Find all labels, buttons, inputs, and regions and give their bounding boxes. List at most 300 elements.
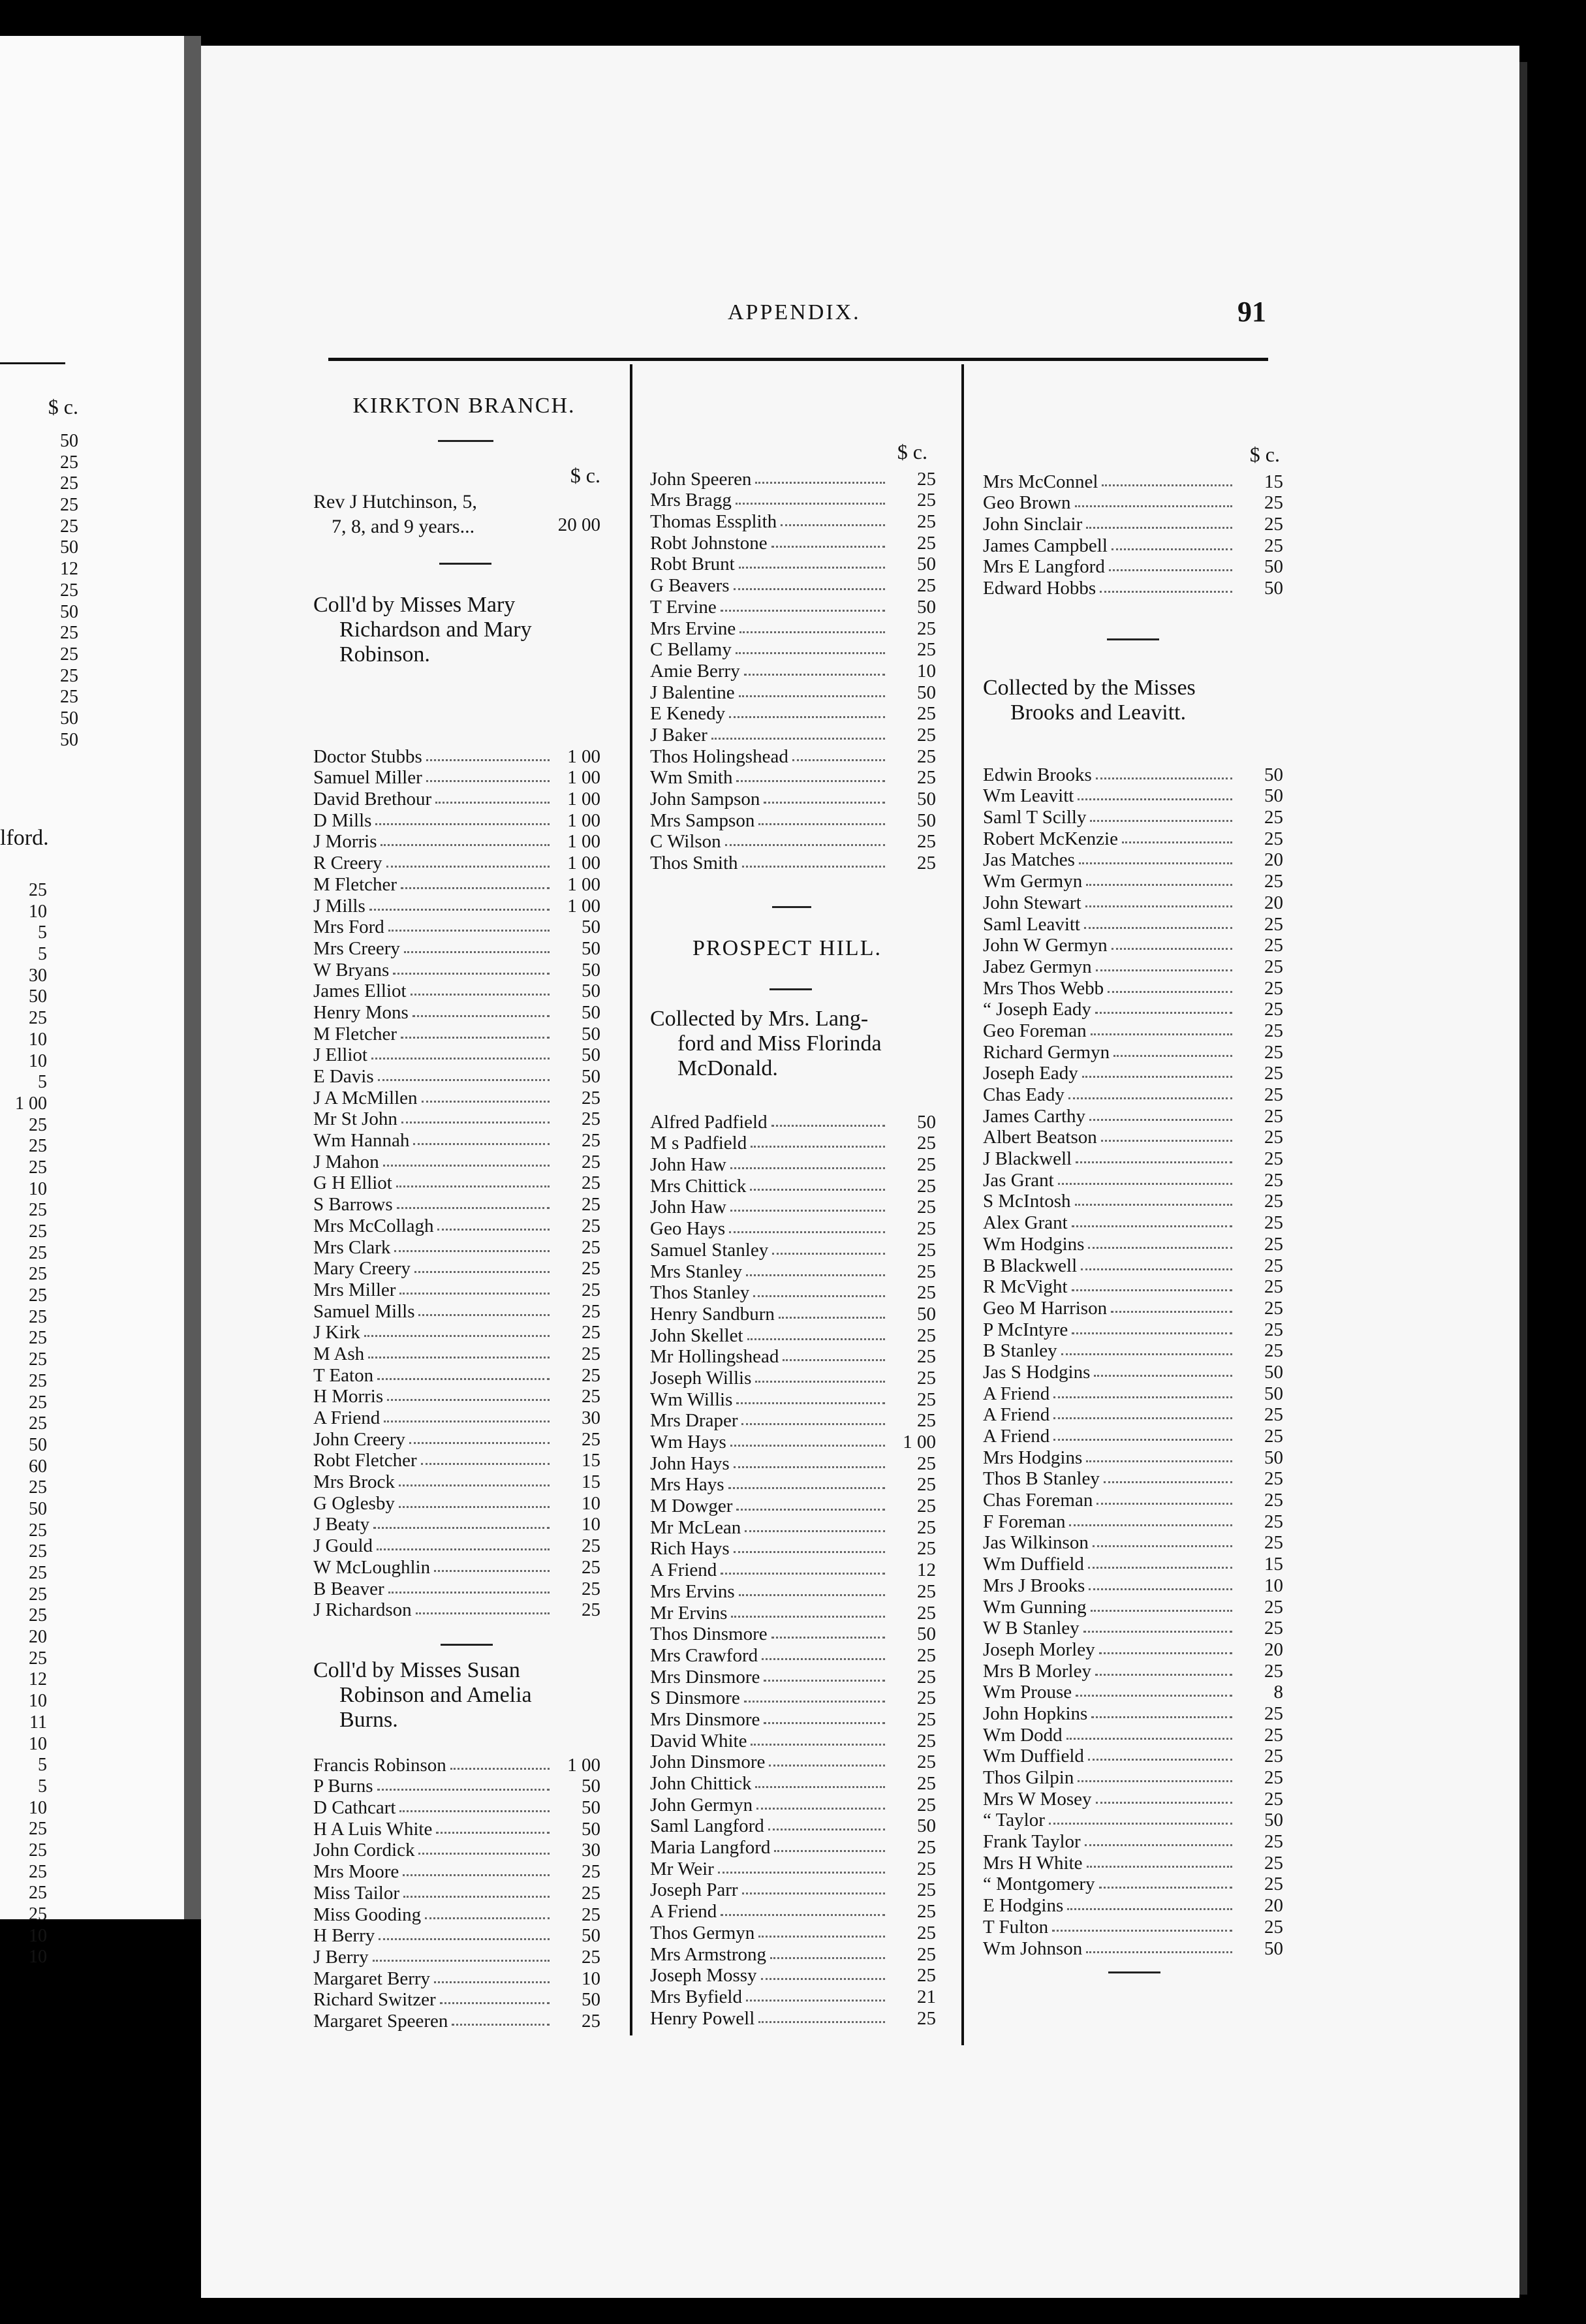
subscriber-row [313, 1044, 600, 1066]
subscriber-row [313, 917, 600, 938]
subscriber-row [313, 1258, 600, 1280]
subscriber-name: Robt Fletcher [313, 1450, 417, 1471]
leader-dots [1086, 884, 1232, 886]
subscriber-row [983, 1041, 1283, 1063]
subscriber-name: Mrs McConnel [983, 471, 1098, 492]
leader-dots [739, 567, 885, 569]
leader-dots [1112, 548, 1232, 550]
subscriber-amount: 1 00 [567, 1754, 600, 1776]
subscriber-row [983, 1468, 1283, 1490]
leader-dots [394, 1250, 550, 1252]
group1-heading-line1: Coll'd by Misses Mary [313, 593, 516, 617]
subscriber-name: Mrs H White [983, 1852, 1083, 1874]
previous-page-amount: 50 [60, 537, 78, 558]
subscriber-row [983, 1297, 1283, 1319]
subscriber-name: “ Joseph Eady [983, 999, 1091, 1020]
subscriber-amount: 25 [917, 618, 936, 639]
leader-dots [373, 1960, 550, 1962]
leader-dots [725, 844, 885, 846]
previous-page-amount: 25 [29, 1008, 47, 1029]
subscriber-row [650, 1133, 936, 1154]
subscriber-row [983, 913, 1283, 935]
subscriber-amount: 25 [917, 831, 936, 853]
subscriber-name: W B Stanley [983, 1618, 1080, 1639]
subscriber-amount: 25 [1264, 1148, 1283, 1170]
leader-dots [1091, 1033, 1232, 1035]
group2-heading-line3: Burns. [339, 1708, 398, 1732]
subscriber-row [983, 1532, 1283, 1554]
subscriber-name: Mrs W Mosey [983, 1788, 1092, 1810]
leader-dots [399, 1810, 550, 1812]
subscriber-row [650, 1602, 936, 1624]
subscriber-amount: 50 [582, 1818, 600, 1840]
subscriber-row [650, 660, 936, 682]
subscriber-name: Joseph Parr [650, 1879, 738, 1901]
previous-page-amount: 50 [60, 431, 78, 451]
previous-page-amount: 25 [29, 1605, 47, 1626]
subscriber-amount: 50 [917, 1624, 936, 1645]
subscriber-row [983, 1660, 1283, 1682]
subscriber-name: John Sinclair [983, 514, 1083, 535]
subscriber-row [313, 852, 600, 873]
subscriber-row [650, 1197, 936, 1218]
subscriber-name: Thos Dinsmore [650, 1624, 768, 1645]
subscriber-row [983, 785, 1283, 807]
leader-dots [764, 1722, 885, 1724]
subscriber-amount: 25 [1264, 1490, 1283, 1511]
subscriber-amount: 25 [917, 703, 936, 725]
subscriber-name: W Bryans [313, 959, 390, 981]
subscriber-name: Robt Brunt [650, 554, 735, 575]
subscriber-name: J Richardson [313, 1599, 412, 1621]
collector-heading-line3: McDonald. [677, 1056, 778, 1080]
subscriber-amount: 25 [917, 1580, 936, 1602]
leader-dots [770, 1957, 885, 1959]
subscriber-name: Geo M Harrison [983, 1297, 1108, 1319]
section-rule-7 [1108, 1971, 1160, 1973]
leader-dots [393, 973, 550, 975]
subscriber-amount: 50 [1264, 1938, 1283, 1959]
subscriber-name: Thos Holingshead [650, 746, 788, 767]
subscriber-name: B Beaver [313, 1578, 384, 1599]
subscriber-name: John Speeren [650, 468, 752, 490]
leader-dots [774, 1850, 885, 1852]
subscriber-amount: 25 [1264, 1340, 1283, 1362]
subscriber-amount: 25 [582, 1599, 600, 1621]
subscriber-name: Mrs E Langford [983, 556, 1105, 578]
leader-dots [375, 823, 550, 825]
leader-dots [434, 1570, 550, 1572]
previous-page-amount: 25 [29, 1328, 47, 1349]
subscriber-name: Mrs Thos Webb [983, 977, 1104, 999]
subscriber-amount: 50 [1264, 764, 1283, 785]
subscriber-amount: 25 [1264, 1212, 1283, 1234]
subscriber-row [650, 1346, 936, 1368]
subscriber-row [650, 1900, 936, 1922]
subscriber-row [313, 1578, 600, 1599]
leader-dots [761, 1978, 885, 1980]
collector-heading-line1: Collected by Mrs. Lang- [650, 1007, 869, 1031]
subscriber-row [983, 1169, 1283, 1191]
subscriber-name: Saml T Scilly [983, 807, 1087, 828]
subscriber-row [313, 1471, 600, 1492]
subscriber-amount: 25 [917, 511, 936, 533]
subscriber-row [650, 724, 936, 746]
subscriber-row [650, 1516, 936, 1538]
leader-dots [399, 1293, 550, 1295]
subscriber-amount: 25 [582, 1258, 600, 1280]
subscriber-row [313, 873, 600, 895]
subscriber-name: R McVight [983, 1276, 1068, 1298]
subscriber-name: J Elliot [313, 1044, 367, 1066]
subscriber-amount: 50 [1264, 1383, 1283, 1404]
subscriber-name: A Friend [650, 1901, 717, 1923]
subscriber-name: Mrs Sampson [650, 809, 755, 831]
leader-dots [1076, 1161, 1232, 1163]
subscriber-row [983, 1788, 1283, 1810]
previous-page-fragment [0, 36, 184, 1968]
subscriber-name: Edwin Brooks [983, 764, 1092, 785]
subscriber-amount: 25 [582, 1428, 600, 1450]
subscriber-name: “ Taylor [983, 1810, 1045, 1831]
subscriber-name: D Cathcart [313, 1797, 396, 1819]
leader-dots [388, 930, 550, 932]
subscriber-row [983, 1575, 1283, 1596]
leader-dots [764, 1680, 885, 1682]
subscriber-amount: 25 [582, 1151, 600, 1172]
leader-dots [736, 652, 885, 654]
subscriber-row [983, 1830, 1283, 1852]
leader-dots [364, 1335, 550, 1337]
leader-dots [755, 482, 885, 484]
leader-dots [1095, 1674, 1232, 1676]
subscriber-name: Saml Leavitt [983, 913, 1080, 935]
leader-dots [378, 1079, 550, 1081]
subscriber-row [650, 767, 936, 789]
subscriber-row [313, 1882, 600, 1904]
subscriber-name: Margaret Speeren [313, 2010, 448, 2032]
leader-dots [399, 1506, 550, 1508]
leader-dots [771, 546, 885, 548]
page-number: 91 [1237, 296, 1266, 328]
subscriber-amount: 25 [917, 1901, 936, 1923]
subscriber-row [983, 1063, 1283, 1084]
previous-page-amounts-top [13, 431, 78, 751]
subscriber-name: Jas Grant [983, 1169, 1054, 1191]
leader-dots [729, 1231, 885, 1233]
leader-dots [409, 1442, 550, 1444]
subscriber-name: James Campbell [983, 535, 1108, 556]
leader-dots [742, 866, 885, 868]
previous-page-amount: 25 [29, 1392, 47, 1413]
leader-dots [437, 1229, 550, 1231]
subscriber-name: S Dinsmore [650, 1688, 740, 1709]
subscriber-row [313, 1151, 600, 1172]
leader-dots [425, 1917, 550, 1919]
subscriber-amount: 1 00 [567, 809, 600, 831]
subscriber-row [650, 468, 936, 490]
subscriber-name: Henry Powell [650, 2007, 755, 2029]
subscriber-name: Saml Langford [650, 1815, 764, 1837]
subscriber-amount: 10 [917, 660, 936, 682]
subscriber-amount: 25 [582, 1343, 600, 1364]
subscriber-name: Chas Foreman [983, 1490, 1093, 1511]
subscriber-name: James Carthy [983, 1105, 1086, 1127]
subscriber-amount: 25 [917, 468, 936, 490]
subscriber-amount: 25 [582, 1279, 600, 1300]
subscriber-amount: 25 [917, 1154, 936, 1176]
subscriber-row [983, 1255, 1283, 1276]
subscriber-amount: 25 [582, 1882, 600, 1904]
subscriber-amount: 25 [917, 1474, 936, 1496]
subscriber-amount: 25 [917, 1708, 936, 1730]
leader-dots [1061, 1353, 1232, 1355]
subscriber-amount: 25 [582, 1364, 600, 1386]
subscriber-name: John Cordick [313, 1840, 415, 1861]
leader-dots [396, 1186, 550, 1187]
subscriber-amount: 25 [1264, 1063, 1283, 1084]
subscriber-amount: 50 [582, 1925, 600, 1947]
subscriber-name: Mrs B Morley [983, 1660, 1091, 1682]
previous-page-amount: 50 [29, 1434, 47, 1455]
subscriber-row [650, 1495, 936, 1516]
previous-page-amount: 25 [29, 1477, 47, 1498]
leader-dots [399, 1484, 550, 1486]
subscriber-amount: 50 [917, 809, 936, 831]
subscriber-row [650, 1154, 936, 1175]
subscriber-name: Mrs Miller [313, 1279, 396, 1300]
leader-dots [1076, 1695, 1232, 1697]
leader-dots [1066, 1738, 1232, 1740]
subscriber-amount: 8 [1273, 1682, 1283, 1703]
subscriber-row [650, 1624, 936, 1645]
subscriber-amount: 12 [917, 1560, 936, 1581]
subscriber-row [983, 1447, 1283, 1468]
subscriber-row [983, 956, 1283, 977]
leader-dots [721, 1573, 885, 1575]
leader-dots [792, 759, 885, 761]
leader-dots [1075, 505, 1232, 507]
subscriber-name: Joseph Willis [650, 1367, 752, 1389]
header-rule [328, 358, 1268, 361]
leader-dots [381, 844, 550, 846]
leader-dots [1100, 591, 1232, 593]
subscriber-name: John Sampson [650, 789, 760, 809]
subscriber-row [983, 1938, 1283, 1959]
previous-page-amount: 5 [38, 944, 47, 965]
subscriber-amount: 25 [917, 1751, 936, 1773]
subscriber-amount: 25 [1264, 1916, 1283, 1938]
collector-heading-line1: Collected by the Misses [983, 676, 1196, 700]
subscriber-amount: 25 [1264, 1660, 1283, 1682]
subscriber-name: G Beavers [650, 575, 730, 597]
subscriber-row [313, 1023, 600, 1044]
subscriber-name: John Stewart [983, 892, 1081, 913]
leader-dots [1086, 1460, 1232, 1462]
previous-page-amount: 25 [29, 1840, 47, 1861]
subscriber-name: T Fulton [983, 1916, 1049, 1938]
subscriber-amount: 25 [1264, 807, 1283, 828]
subscriber-amount: 50 [1264, 1810, 1283, 1831]
subscriber-row [650, 1410, 936, 1432]
previous-page-amount: 12 [60, 559, 78, 580]
subscriber-row [650, 1452, 936, 1474]
subscriber-name: Robert McKenzie [983, 828, 1118, 849]
leader-dots [1089, 1588, 1232, 1590]
subscriber-amount: 25 [917, 1516, 936, 1538]
leader-dots [1078, 1780, 1232, 1782]
subscriber-amount: 25 [917, 1922, 936, 1943]
leader-dots [758, 1936, 885, 1938]
subscriber-amount: 1 00 [567, 789, 600, 810]
subscriber-row [983, 1682, 1283, 1703]
subscriber-name: Robt Johnstone [650, 532, 768, 554]
subscriber-amount: 25 [917, 724, 936, 746]
subscriber-name: Wm Prouse [983, 1682, 1072, 1703]
leader-dots [781, 524, 885, 526]
section-rule-2 [439, 563, 491, 565]
leader-dots [1053, 1396, 1232, 1398]
subscriber-name: Wm Johnson [983, 1938, 1083, 1959]
subscriber-name: Mr Hollingshead [650, 1346, 779, 1368]
group1-heading [313, 593, 615, 667]
subscriber-name: J Mills [313, 895, 365, 917]
group1-heading-line3: Robinson. [339, 642, 430, 667]
leader-dots [1095, 1012, 1232, 1014]
subscriber-row [983, 1874, 1283, 1895]
previous-page-amount: 25 [60, 516, 78, 537]
subscriber-amount: 25 [917, 1858, 936, 1879]
previous-page-amount: 20 [29, 1627, 47, 1648]
currency-header-col3: $ c. [1249, 443, 1280, 466]
subscriber-name: Mr Weir [650, 1858, 714, 1879]
prospect-hill-collector-heading [650, 1007, 950, 1081]
previous-page-amount: 25 [60, 452, 78, 473]
subscriber-name: Edward Hobbs [983, 578, 1096, 599]
subscriber-name: M s Padfield [650, 1133, 747, 1154]
subscriber-amount: 50 [917, 1303, 936, 1325]
subscriber-row [983, 1553, 1283, 1575]
subscriber-amount: 20 [1264, 892, 1283, 913]
subscriber-row [983, 999, 1283, 1020]
subscriber-row [983, 1383, 1283, 1404]
subscriber-row [313, 1968, 600, 1989]
subscriber-row [983, 935, 1283, 956]
leader-dots [383, 1165, 550, 1167]
leader-dots [1109, 569, 1232, 571]
subscriber-amount: 25 [917, 1688, 936, 1709]
subscriber-name: E Kenedy [650, 703, 726, 725]
subscriber-name: D Mills [313, 809, 372, 831]
leader-dots [721, 1914, 885, 1916]
leader-dots [1101, 1140, 1232, 1142]
subscriber-row [983, 1340, 1283, 1362]
previous-page-top-rule [0, 362, 65, 364]
leader-dots [387, 1399, 550, 1401]
subscriber-amount: 25 [917, 1644, 936, 1666]
leader-dots [718, 1872, 885, 1874]
subscriber-amount: 50 [582, 937, 600, 959]
subscriber-name: Thos Stanley [650, 1282, 750, 1304]
subscriber-name: Mr St John [313, 1108, 397, 1130]
subscriber-name: John Dinsmore [650, 1751, 766, 1773]
leader-dots [1085, 905, 1232, 907]
subscriber-name: S Barrows [313, 1194, 393, 1216]
leader-dots [1088, 1759, 1232, 1761]
subscriber-amount: 15 [582, 1450, 600, 1471]
leader-dots [744, 674, 885, 676]
subscriber-name: John Creery [313, 1428, 405, 1450]
subscriber-row [983, 1212, 1283, 1233]
leader-dots [756, 1808, 885, 1810]
subscriber-row [313, 1989, 600, 2011]
previous-page-amount: 10 [29, 901, 47, 922]
subscriber-name: J Balentine [650, 682, 735, 703]
subscriber-name: Mrs J Brooks [983, 1575, 1085, 1596]
subscriber-row [313, 1236, 600, 1258]
subscriber-name: J Blackwell [983, 1148, 1072, 1170]
leader-dots [1081, 1268, 1232, 1270]
previous-page-amount: 25 [29, 1136, 47, 1157]
brooks-leavitt-subscriber-list [983, 764, 1283, 1959]
subscriber-amount: 25 [1264, 1084, 1283, 1105]
subscriber-row [650, 1708, 936, 1730]
subscriber-name: Mrs Stanley [650, 1261, 742, 1282]
previous-page-amount: 11 [29, 1712, 47, 1733]
subscriber-amount: 50 [582, 1044, 600, 1066]
subscriber-name: Jabez Germyn [983, 956, 1092, 977]
previous-page-amount: 25 [29, 1883, 47, 1904]
subscriber-amount: 1 00 [567, 873, 600, 895]
subscriber-row [650, 1303, 936, 1325]
leader-dots [377, 1789, 550, 1791]
subscriber-name: Francis Robinson [313, 1754, 446, 1776]
subscriber-row [313, 1343, 600, 1364]
subscriber-row [313, 1861, 600, 1882]
subscriber-amount: 25 [917, 1879, 936, 1901]
subscriber-amount: 30 [582, 1840, 600, 1861]
subscriber-name: Alfred Padfield [650, 1111, 768, 1133]
subscriber-amount: 25 [1264, 1105, 1283, 1127]
subscriber-row [650, 1815, 936, 1837]
subscriber-name: M Fletcher [313, 873, 397, 895]
column-divider-right [961, 364, 964, 2045]
subscriber-amount: 50 [582, 1066, 600, 1087]
subscriber-amount: 25 [917, 2007, 936, 2029]
subscriber-name: Mrs Moore [313, 1861, 399, 1883]
subscriber-row [983, 892, 1283, 913]
subscriber-row [650, 532, 936, 554]
subscriber-row [313, 1364, 600, 1386]
subscriber-row [313, 767, 600, 789]
subscriber-row [313, 1215, 600, 1236]
subscriber-amount: 10 [582, 1968, 600, 1989]
subscriber-name: J A McMillen [313, 1087, 418, 1108]
leader-dots [1082, 1076, 1232, 1078]
leader-dots [1111, 1311, 1232, 1313]
previous-page-amount: 50 [60, 601, 78, 622]
subscriber-name: G Oglesby [313, 1492, 395, 1514]
subscriber-row [983, 1767, 1283, 1788]
subscriber-row [650, 703, 936, 725]
subscriber-amount: 21 [917, 1986, 936, 2007]
subscriber-amount: 25 [1264, 935, 1283, 956]
previous-page-amount: 25 [29, 1242, 47, 1263]
subscriber-amount: 50 [1264, 1447, 1283, 1468]
leader-dots [421, 1463, 550, 1465]
subscriber-amount: 25 [582, 1946, 600, 1968]
subscriber-name: F Foreman [983, 1511, 1066, 1532]
